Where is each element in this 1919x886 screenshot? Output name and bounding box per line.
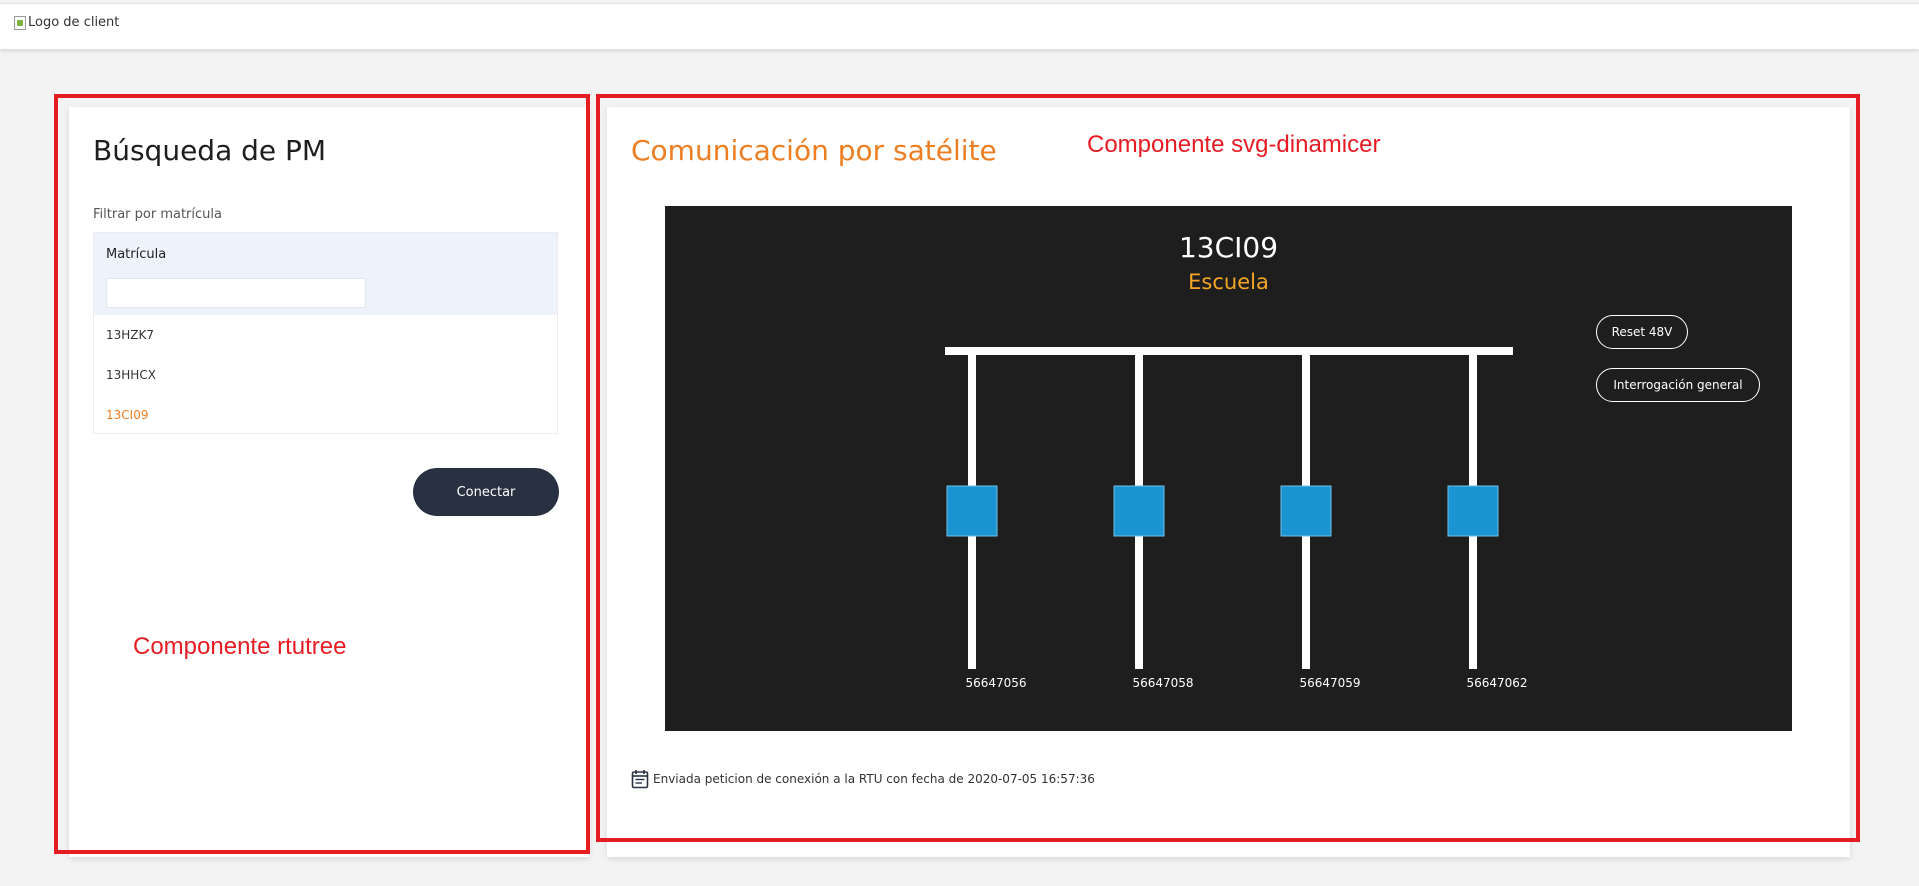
matricula-column-header: Matrícula (106, 247, 167, 262)
svg-dinamicer-annotation-box (596, 94, 1860, 842)
filter-label: Filtrar por matrícula (93, 207, 222, 222)
status-message: Enviada peticion de conexión a la RTU con fecha de 2020-07-05 16:57:36 (653, 772, 1095, 786)
list-item[interactable]: 13HHCX (106, 368, 156, 382)
svg-dinamicer-annotation-label: Componente svg-dinamicer (1087, 131, 1381, 158)
search-title: Búsqueda de PM (93, 134, 327, 167)
reset-48v-button[interactable]: Reset 48V (1596, 315, 1688, 349)
list-item[interactable]: 13HZK7 (106, 328, 155, 342)
list-item-selected[interactable]: 13CI09 (106, 408, 149, 422)
top-bar (0, 3, 1919, 49)
general-interrogation-button[interactable]: Interrogación general (1596, 368, 1760, 402)
device-id: 13CI09 (1178, 231, 1279, 264)
line-label: 56647056 (965, 676, 1027, 690)
connect-button[interactable]: Conectar (413, 468, 559, 516)
logo-alt-text: Logo de client (28, 15, 120, 30)
satellite-title: Comunicación por satélite (631, 134, 997, 167)
broken-image-icon (14, 16, 26, 30)
line-label: 56647059 (1299, 676, 1361, 690)
rtutree-annotation-label: Componente rtutree (133, 633, 347, 660)
device-location: Escuela (1188, 270, 1269, 294)
client-logo (14, 15, 119, 30)
line-label: 56647062 (1466, 676, 1528, 690)
rtutree-annotation-box (54, 94, 590, 854)
line-label: 56647058 (1132, 676, 1194, 690)
